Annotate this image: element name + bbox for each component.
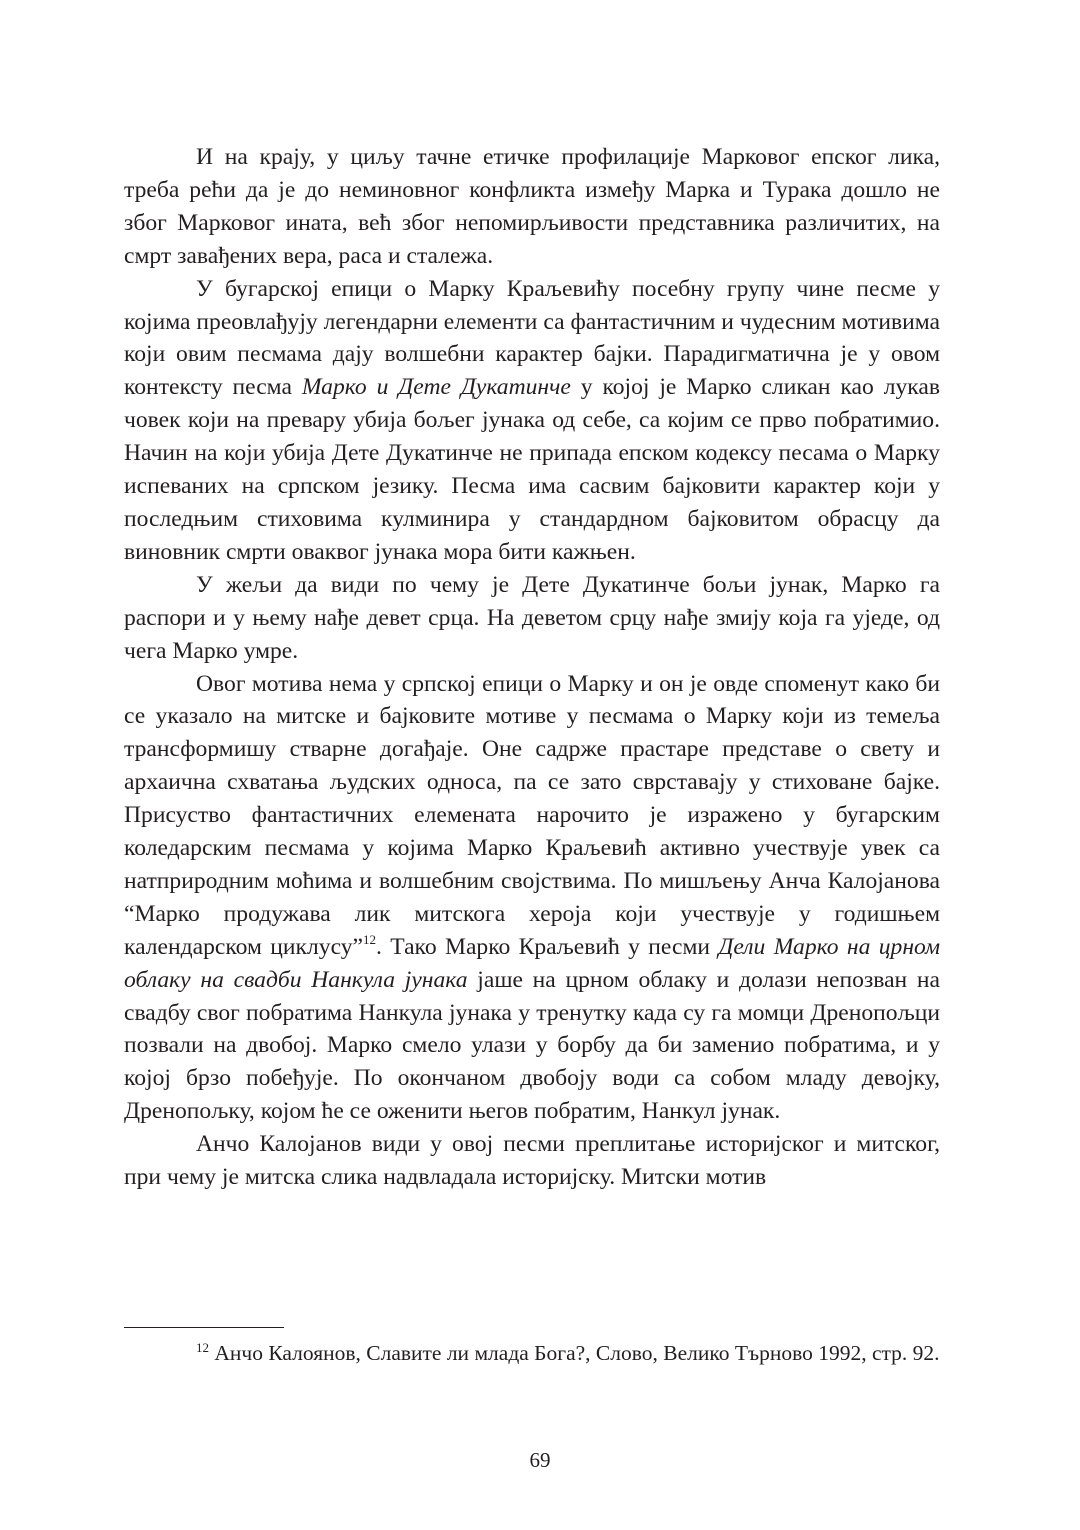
- paragraph-5: [124, 1128, 940, 1194]
- paragraph-4-text-end: јаше на црном облаку и долази непозван на свадбу свог побратима Нанкула јунака у тренутку када су га момци Дренопољци позвали на двобој. Марко смело улази у борбу да би заменио побратима, и у којој брзо побеђује. По окончаном двобоју води са собом младу девојку, Дренопољку, којом ће се оженити његов побратим, Нанкул јунак.: [124, 966, 941, 1125]
- paragraph-2: [124, 273, 940, 569]
- page-body: [124, 141, 940, 1194]
- paragraph-2-text-end: у којој је Марко сликан као лукав човек који на превару убија бољег јунака од себе, са којим се прво побратимио. Начин на који убија Дете Дукатинче не припада епском кодексу песама о Марку испеваних на српском језику. Песма има сасвим бајковити карактер који у последњим стиховима кулминира у стандардном бајковитом обрасцу да виновник смрти оваквог јунака мора бити кажњен.: [124, 374, 940, 565]
- paragraph-4-text-start: Овог мотива нема у српској епици о Марку и он је овде споменут како би се указало на митске и бајковите мотиве у песмама о Марку који из темеља трансформишу стварне догађаје. Оне садрже прастаре представе о свету и архаична схватања људских односа, па се зато сврставају у стиховане бајке. Присуство фантастичних елемената нарочито је изражено у бугарским коледарским песмама у којима Марко Краљевић активно учествује увек са натприродним моћима и волшебним својствима. По мишљењу Анча Калојанова “Марко продужава лик митскога хероја који учествује у годишњем календарском циклусу”: [124, 670, 940, 960]
- footnote-12: [124, 1337, 940, 1369]
- song-title-deli-marko: Дели Марко на црном облаку на свадби Нанкула јунака: [124, 933, 940, 993]
- paragraph-4: [124, 668, 940, 1129]
- footnote-number: 12: [196, 1339, 209, 1355]
- paragraph-2-text-start: У бугарској епици о Марку Краљевићу посебну групу чине песме у којима преовлађују легендарни елементи са фантастичним и чудесним мотивима који овим песмама дају волшебни карактер бајки. Парадигматична је у овом контексту песма: [124, 275, 940, 401]
- paragraph-1: [124, 141, 940, 273]
- body-text: [124, 141, 940, 1194]
- paragraph-3-text: У жељи да види по чему је Дете Дукатинче бољи јунак, Марко га распори и у њему нађе девет срца. На деветом срцу нађе змију која га уједе, од чега Марко умре.: [124, 571, 940, 664]
- footnote-reference-12[interactable]: 12: [363, 931, 377, 947]
- paragraph-3: [124, 569, 940, 668]
- paragraph-5-text: Анчо Калојанов види у овој песми преплитање историјског и митског, при чему је митска слика надвладала историјску. Митски мотив: [124, 1131, 940, 1191]
- page-number: 69: [529, 1448, 551, 1472]
- song-title-marko-i-dete-dukatinche: Марко и Дете Дукатинче: [301, 374, 571, 401]
- footnote-text: Анчо Калоянов, Славите ли млада Бога?, Слово, Велико Търново 1992, стр. 92.: [209, 1341, 940, 1365]
- footnote-separator-rule: [124, 1327, 284, 1328]
- paragraph-1-text: И на крају, у циљу тачне етичке профилације Марковог епског лика, треба рећи да је до неминовног конфликта између Марка и Турака дошло не због Марковог ината, већ због непомирљивости представника различитих, на смрт завађених вера, раса и сталежа.: [124, 144, 940, 269]
- paragraph-4-text-middle: . Тако Марко Краљевић у песми: [376, 933, 719, 960]
